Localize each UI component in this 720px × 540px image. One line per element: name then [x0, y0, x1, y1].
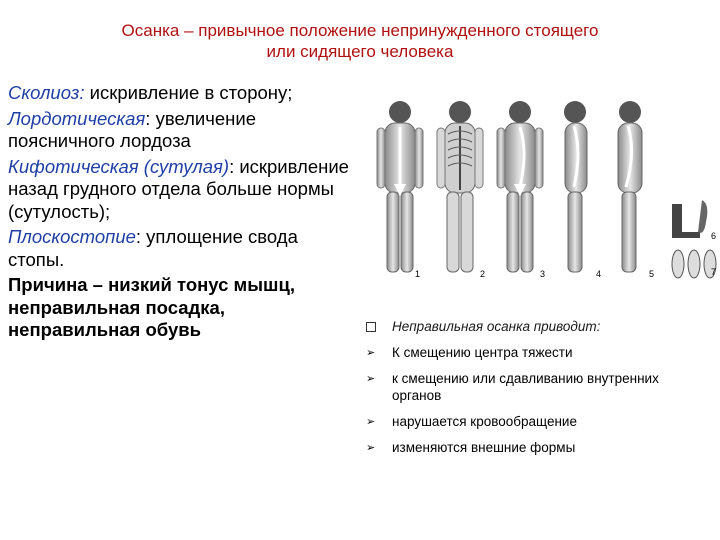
consequences-heading: Неправильная осанка приводит:: [392, 319, 601, 334]
list-item-text: к смещению или сдавливанию внутренних органов: [392, 371, 659, 403]
list-item-text: изменяются внешние формы: [392, 440, 576, 455]
square-bullet-icon: [366, 322, 376, 332]
figure-label-2: 2: [480, 269, 486, 279]
lordotic-text: : увеличение поясничного лордоза: [8, 107, 257, 151]
list-item-text: К смещению центра тяжести: [392, 345, 573, 360]
list-item-text: нарушается кровообращение: [392, 414, 577, 429]
list-item: [364, 413, 664, 430]
kyphotic-definition: [8, 156, 353, 224]
lordotic-definition: [8, 108, 353, 153]
figure-label-5: 5: [649, 269, 655, 279]
definitions-column: [8, 82, 353, 342]
arrow-bullet-icon: ➢: [366, 442, 376, 454]
figure-side-view-4: [564, 101, 587, 272]
list-item: [364, 344, 664, 361]
slide-title: [40, 20, 680, 62]
title-line-2: или сидящего человека: [266, 42, 454, 61]
consequences-heading-item: [364, 318, 664, 335]
figure-side-view-5: [618, 101, 642, 272]
flatfoot-text: : уплощение свода стопы.: [8, 226, 298, 270]
arrow-bullet-icon: ➢: [366, 416, 376, 428]
figure-back-view-3: [497, 101, 543, 272]
figure-label-1: 1: [415, 269, 421, 279]
lordotic-term: Лордотическая: [8, 107, 146, 129]
figure-label-4: 4: [596, 269, 602, 279]
foot-illustration-7: [672, 250, 716, 278]
list-item: [364, 439, 664, 456]
figure-skeleton-2: [437, 101, 483, 272]
figure-label-3: 3: [540, 269, 546, 279]
foot-illustration-6: [672, 200, 707, 238]
figure-label-7: 7: [711, 267, 717, 277]
scoliosis-text: искривление в сторону;: [84, 82, 293, 103]
kyphotic-term: Кифотическая (сутулая): [8, 155, 230, 177]
consequences-list: [364, 318, 664, 465]
flatfoot-term: Плоскостопие: [8, 226, 136, 247]
arrow-bullet-icon: ➢: [366, 373, 376, 385]
scoliosis-definition: [8, 82, 353, 105]
arrow-bullet-icon: ➢: [366, 347, 376, 359]
posture-illustration: [360, 92, 720, 292]
figure-label-6: 6: [711, 231, 717, 241]
scoliosis-term: Сколиоз:: [8, 82, 85, 103]
figure-back-view-1: [377, 101, 423, 272]
flatfoot-definition: [8, 226, 353, 271]
list-item: [364, 370, 664, 404]
cause-text: Причина – низкий тонус мышц, неправильная посадка, неправильная обувь: [8, 274, 295, 340]
title-line-1: Осанка – привычное положение непринужденного стоящего: [121, 21, 599, 40]
kyphotic-text: : искривление назад грудного отдела больше нормы (сутулость);: [8, 155, 349, 222]
